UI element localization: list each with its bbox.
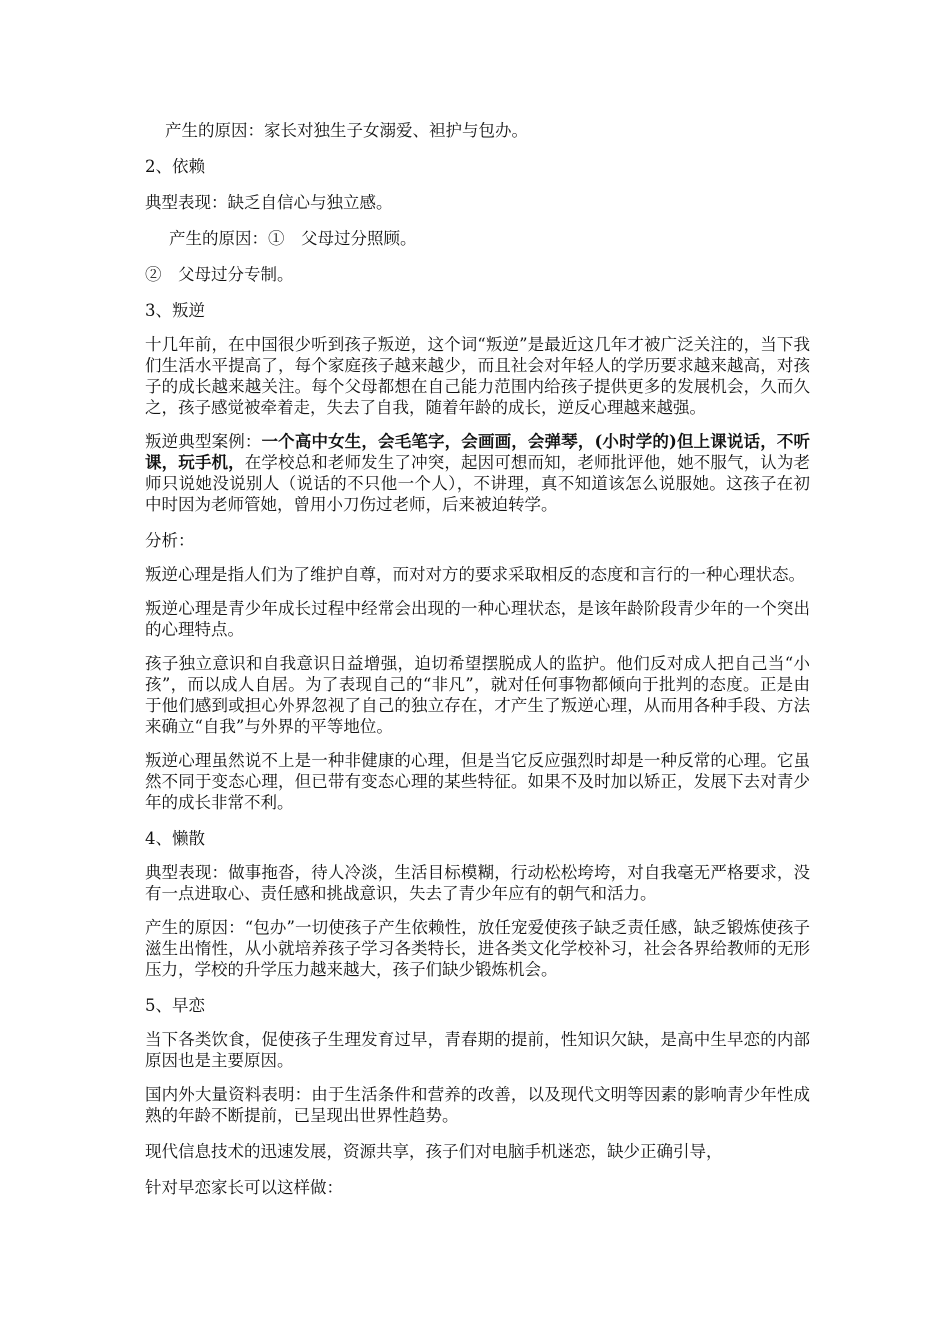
paragraph-typical-dependence: 典型表现：缺乏自信心与独立感。 [145,193,393,212]
paragraph-analysis-label: 分析： [145,531,195,550]
paragraph-analysis-3: 孩子独立意识和自我意识日益增强，迫切希望摆脱成人的监护。他们反对成人把自己当“小孩”，而以成人自居。为了表现自己的“非凡”，就对任何事物都倾向于批判的态度。正是由于他们感到或担心外界忽视了自己的独立存在，才产生了叛逆心理，从而用各种手段、方法来确立“自我”与外界的平等地位。 [145,654,810,736]
paragraph-laziness-cause: 产生的原因：“包办”一切使孩子产生依赖性，放任宠爱使孩子缺乏责任感，缺乏锻炼使孩子滋生出惰性，从小就培养孩子学习各类特长，进各类文化学校补习，社会各界给教师的无形压力，学校的升学压力越来越大，孩子们缺少锻炼机会。 [145,918,810,979]
paragraph-early-love-3: 现代信息技术的迅速发展，资源共享，孩子们对电脑手机迷恋，缺少正确引导， [145,1142,723,1161]
paragraph-cause-dependence [145,226,810,252]
paragraph-laziness-typical: 典型表现：做事拖沓，待人冷淡，生活目标模糊，行动松松垮垮，对自我毫无严格要求，没有一点进取心、责任感和挑战意识，失去了青少年应有的朝气和活力。 [145,863,810,903]
paragraph-analysis-4: 叛逆心理虽然说不上是一种非健康的心理，但是当它反应强烈时却是一种反常的心理。它虽然不同于变态心理，但已带有变态心理的某些特征。如果不及时加以矫正，发展下去对青少年的成长非常不利。 [145,751,810,812]
paragraph-early-love-4: 针对早恋家长可以这样做： [145,1178,343,1197]
case-lead: 叛逆典型案例： [145,432,262,451]
cause-item-1: ① 父母过分照顾。 [268,229,417,248]
heading-laziness: 4、懒散 [145,829,205,848]
case-rest: 在学校总和老师发生了冲突，起因可想而知，老师批评他，她不服气，认为老师只说她没说别人（说话的不只他一个人），不讲理，真不知道该怎么说服她。这孩子在初中时因为老师管她，曾用小刀伤过老师，后来被迫转学。 [145,453,811,514]
case-bold: 一个高中女生，会毛笔字，会画画，会弹琴，(小时学的)但上课说话，不听课，玩手机， [145,432,810,472]
paragraph-rebellion-case [145,431,810,515]
heading-early-love: 5、早恋 [145,996,205,1015]
cause-label: 产生的原因： [169,229,268,248]
paragraph-analysis-1: 叛逆心理是指人们为了维护自尊，而对对方的要求采取相反的态度和言行的一种心理状态。 [145,565,805,584]
paragraph-early-love-2: 国内外大量资料表明：由于生活条件和营养的改善，以及现代文明等因素的影响青少年性成熟的年龄不断提前，已呈现出世界性趋势。 [145,1085,810,1125]
paragraph-analysis-2: 叛逆心理是青少年成长过程中经常会出现的一种心理状态，是该年龄阶段青少年的一个突出的心理特点。 [145,599,810,639]
paragraph-cause-item-2: ② 父母过分专制。 [145,265,294,284]
paragraph-rebellion-intro: 十几年前，在中国很少听到孩子叛逆，这个词“叛逆”是最近这几年才被广泛关注的，当下我们生活水平提高了，每个家庭孩子越来越少，而且社会对年轻人的学历要求越来越高，对孩子的成长越来越关注。每个父母都想在自己能力范围内给孩子提供更多的发展机会，久而久之，孩子感觉被牵着走，失去了自我，随着年龄的成长，逆反心理越来越强。 [145,335,810,417]
heading-rebellion: 3、叛逆 [145,301,205,320]
paragraph-early-love-1: 当下各类饮食，促使孩子生理发育过早，青春期的提前，性知识欠缺，是高中生早恋的内部原因也是主要原因。 [145,1030,810,1070]
paragraph-cause-1: 产生的原因：家长对独生子女溺爱、袒护与包办。 [165,121,528,140]
heading-dependence: 2、依赖 [145,157,205,176]
